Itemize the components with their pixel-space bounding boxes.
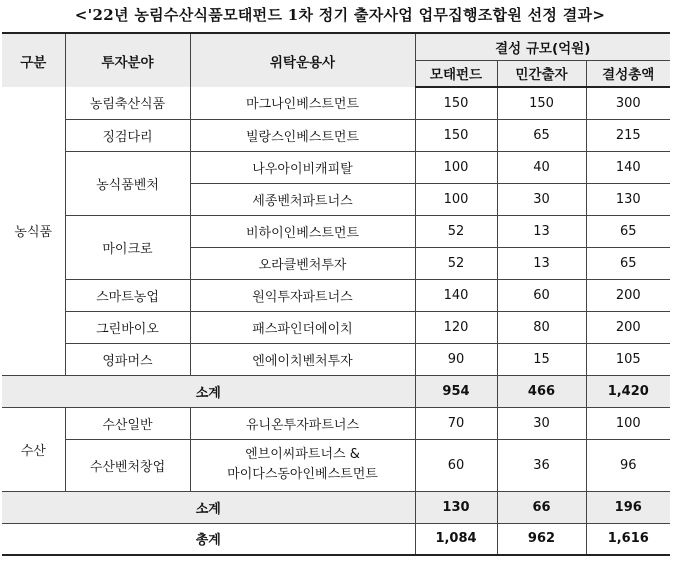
- fund-cell: 150: [415, 87, 497, 119]
- manager-cell: 원익투자파트너스: [190, 279, 415, 311]
- grand-total-label: 총계: [2, 523, 415, 555]
- manager-cell: [190, 439, 415, 491]
- grand-total-fund: 1,084: [415, 523, 497, 555]
- total-cell: 65: [586, 247, 670, 279]
- fund-cell: 60: [415, 439, 497, 491]
- subtotal-fund: 954: [415, 375, 497, 407]
- fund-cell: 70: [415, 407, 497, 439]
- fund-cell: 52: [415, 215, 497, 247]
- table-row: [2, 151, 670, 183]
- manager-cell: 빌랑스인베스트먼트: [190, 119, 415, 151]
- subtotal-private: 66: [497, 491, 586, 523]
- fund-cell: 120: [415, 311, 497, 343]
- field-cell: 수산일반: [65, 407, 190, 439]
- header-fund: 모태펀드: [415, 60, 497, 87]
- total-cell: 130: [586, 183, 670, 215]
- private-cell: 80: [497, 311, 586, 343]
- category-cell: 수산: [2, 407, 65, 491]
- total-cell: 300: [586, 87, 670, 119]
- fund-cell: 150: [415, 119, 497, 151]
- header-manager: 위탁운용사: [190, 33, 415, 87]
- total-cell: 96: [619, 457, 637, 473]
- private-cell: 65: [497, 119, 586, 151]
- subtotal-label: 소계: [2, 491, 415, 523]
- fund-cell: 52: [415, 247, 497, 279]
- private-cell: 30: [497, 407, 586, 439]
- grand-total-row: [2, 523, 670, 555]
- header-category: 구분: [2, 33, 65, 87]
- table-row: [2, 343, 670, 375]
- total-cell: 200: [586, 311, 670, 343]
- page-title: <'22년 농림수산식품모태펀드 1차 정기 출자사업 업무집행조합원 선정 결과>: [74, 6, 606, 24]
- subtotal-label: 소계: [2, 375, 415, 407]
- total-cell: 200: [586, 279, 670, 311]
- private-cell: 150: [497, 87, 586, 119]
- total-cell: 65: [586, 215, 670, 247]
- subtotal-total: 196: [586, 491, 670, 523]
- manager-cell: 오라클벤처투자: [190, 247, 415, 279]
- field-cell: 영파머스: [65, 343, 190, 375]
- subtotal-total: 1,420: [586, 375, 670, 407]
- field-cell: 마이크로: [65, 215, 190, 279]
- total-cell: 215: [586, 119, 670, 151]
- table-row: [2, 279, 670, 311]
- table-row: [2, 215, 670, 247]
- fund-cell: 140: [415, 279, 497, 311]
- table-row: [2, 439, 670, 491]
- grand-total-total: 1,616: [586, 523, 670, 555]
- field-cell: 농식품벤처: [65, 151, 190, 215]
- total-cell: 100: [586, 407, 670, 439]
- table-row: [2, 87, 670, 119]
- manager-cell: 유니온투자파트너스: [190, 407, 415, 439]
- subtotal-row: [2, 491, 670, 523]
- results-table: [2, 32, 670, 556]
- header-scale: 결성 규모(억원): [415, 33, 670, 60]
- private-cell: 36: [497, 439, 586, 491]
- field-cell: 스마트농업: [65, 279, 190, 311]
- total-cell: 140: [586, 151, 670, 183]
- manager-cell: 세종벤처파트너스: [190, 183, 415, 215]
- total-cell: 105: [615, 351, 641, 367]
- header-field: 투자분야: [65, 33, 190, 87]
- table-row: [2, 311, 670, 343]
- manager-line-2: 마이다스동아인베스트먼트: [227, 467, 378, 482]
- private-cell: 15: [497, 343, 586, 375]
- table-row: [2, 119, 670, 151]
- manager-cell: 나우아이비캐피탈: [190, 151, 415, 183]
- manager-line-1: 엔브이씨파트너스 &: [245, 447, 360, 462]
- manager-cell: 엔에이치벤처투자: [190, 343, 415, 375]
- fund-cell: 90: [415, 343, 497, 375]
- subtotal-private: 466: [497, 375, 586, 407]
- grand-total-private: 962: [497, 523, 586, 555]
- header-total: 결성총액: [586, 60, 670, 87]
- private-cell: 40: [497, 151, 586, 183]
- subtotal-row: [2, 375, 670, 407]
- header-private: 민간출자: [497, 60, 586, 87]
- manager-cell: 패스파인더에이치: [190, 311, 415, 343]
- private-cell: 13: [497, 247, 586, 279]
- private-cell: 30: [497, 183, 586, 215]
- private-cell: 60: [497, 279, 586, 311]
- field-cell: 징검다리: [65, 119, 190, 151]
- fund-cell: 100: [415, 183, 497, 215]
- manager-cell: 비하이인베스트먼트: [190, 215, 415, 247]
- fund-cell: 100: [415, 151, 497, 183]
- table-row: [2, 407, 670, 439]
- manager-cell: 마그나인베스트먼트: [190, 87, 415, 119]
- field-cell: 그린바이오: [65, 311, 190, 343]
- field-cell: 수산벤처창업: [65, 439, 190, 491]
- private-cell: 13: [497, 215, 586, 247]
- category-cell: 농식품: [2, 87, 65, 375]
- subtotal-fund: 130: [415, 491, 497, 523]
- field-cell: 농림축산식품: [65, 87, 190, 119]
